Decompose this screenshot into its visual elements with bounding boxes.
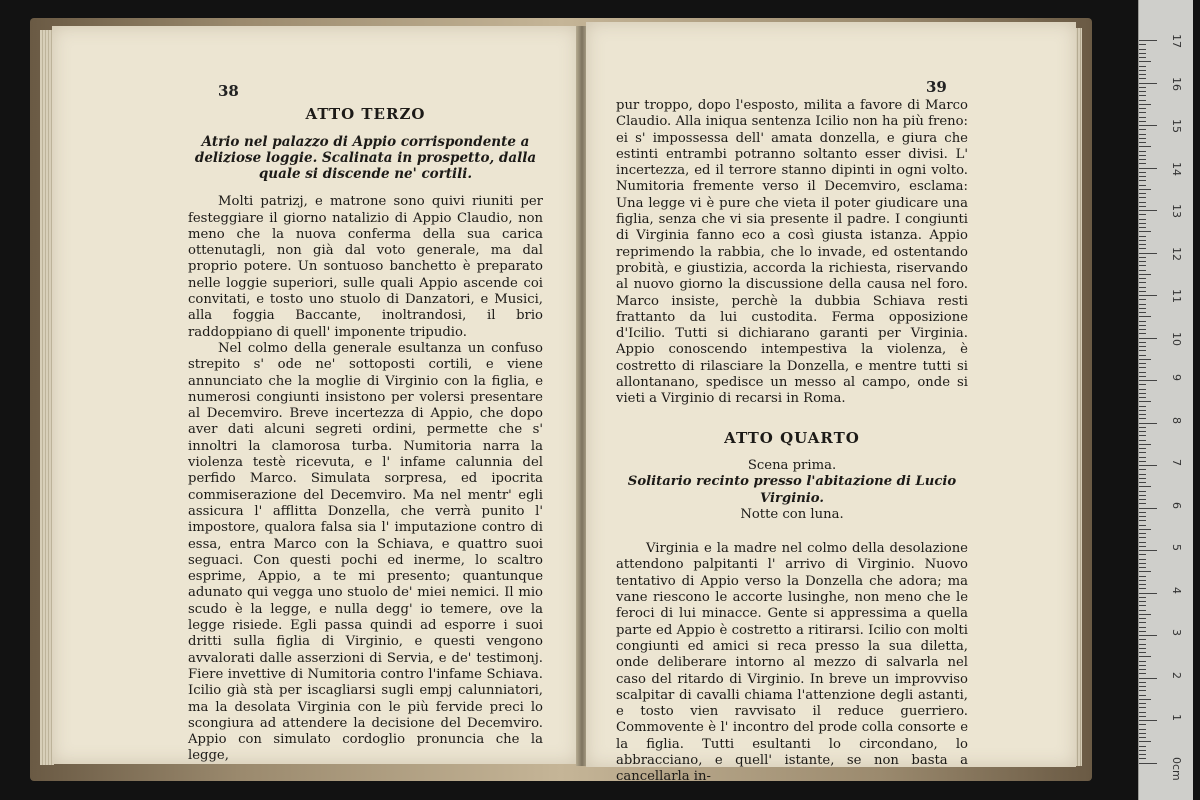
ruler-label: 3 (1170, 629, 1183, 636)
ruler-tick (1139, 576, 1146, 577)
ruler-label: 5 (1170, 544, 1183, 551)
ruler-tick (1139, 338, 1157, 339)
ruler-tick (1139, 142, 1146, 143)
ruler-tick (1139, 495, 1146, 496)
ruler-label: 13 (1170, 204, 1183, 218)
ruler-tick (1139, 754, 1146, 755)
ruler-tick (1139, 287, 1146, 288)
ruler-tick (1139, 108, 1146, 109)
ruler-tick (1139, 593, 1157, 594)
ruler-tick (1139, 423, 1157, 424)
ruler-tick (1139, 712, 1146, 713)
ruler-tick (1139, 206, 1146, 207)
ruler-tick (1139, 248, 1146, 249)
ruler-tick (1139, 508, 1157, 509)
ruler-tick (1139, 253, 1157, 254)
act-heading-terzo: ATTO TERZO (305, 105, 426, 123)
ruler-tick (1139, 231, 1151, 232)
act-heading-quarto: ATTO QUARTO (724, 428, 860, 447)
measurement-ruler (1138, 0, 1193, 800)
ruler-tick (1139, 669, 1146, 670)
ruler-tick (1139, 49, 1146, 50)
ruler-tick (1139, 121, 1146, 122)
ruler-tick (1139, 520, 1146, 521)
ruler-tick (1139, 236, 1146, 237)
ruler-tick (1139, 189, 1151, 190)
ruler-tick (1139, 546, 1146, 547)
ruler-tick (1139, 406, 1146, 407)
ruler-tick (1139, 125, 1157, 126)
ruler-tick (1139, 652, 1146, 653)
ruler-tick (1139, 350, 1146, 351)
ruler-tick (1139, 461, 1146, 462)
ruler-label: 6 (1170, 501, 1183, 509)
ruler-tick (1139, 716, 1146, 717)
ruler-label: 12 (1170, 246, 1183, 261)
ruler-label: 8 (1170, 416, 1183, 424)
ruler-tick (1139, 474, 1146, 475)
ruler-label: 16 (1170, 76, 1183, 91)
ruler-tick (1139, 282, 1146, 283)
ruler-tick (1139, 673, 1146, 674)
ruler-label: 2 (1170, 671, 1183, 679)
ruler-tick (1139, 512, 1146, 513)
ruler-tick (1139, 431, 1146, 432)
ruler-tick (1139, 304, 1146, 305)
ruler-tick (1139, 729, 1146, 730)
ruler-tick (1139, 151, 1146, 152)
ruler-tick (1139, 661, 1146, 662)
ruler-tick (1139, 270, 1146, 271)
ruler-tick (1139, 265, 1146, 266)
ruler-tick (1139, 372, 1146, 373)
ruler-tick (1139, 503, 1146, 504)
ruler-tick (1139, 329, 1146, 330)
ruler-tick (1139, 639, 1146, 640)
ruler-tick (1139, 355, 1146, 356)
scene-title: Scena prima. (747, 457, 837, 473)
ruler-tick (1139, 57, 1146, 58)
ruler-tick (1139, 240, 1146, 241)
ruler-tick (1139, 295, 1157, 296)
ruler-tick (1139, 580, 1146, 581)
ruler-tick (1139, 219, 1146, 220)
ruler-tick (1139, 427, 1146, 428)
ruler-tick (1139, 435, 1146, 436)
ruler-tick (1139, 40, 1157, 41)
ruler-tick (1139, 74, 1146, 75)
ruler-tick (1139, 444, 1151, 445)
ruler-tick (1139, 733, 1146, 734)
ruler-tick (1139, 376, 1146, 377)
act-setting-terzo: Atrio nel palazzo di Appio corrispondente a deliziose loggie. Scalinata in prospetto, dalla quale si discende ne' cortili. (194, 134, 537, 183)
ruler-tick (1139, 750, 1146, 751)
ruler-tick (1139, 440, 1146, 441)
ruler-tick (1139, 465, 1157, 466)
ruler-tick (1139, 223, 1146, 224)
ruler-tick (1139, 78, 1146, 79)
ruler-tick (1139, 274, 1151, 275)
ruler-tick (1139, 291, 1146, 292)
ruler-tick (1139, 100, 1146, 101)
ruler-tick (1139, 665, 1146, 666)
ruler-tick (1139, 185, 1146, 186)
ruler-tick (1139, 159, 1146, 160)
ruler-label: 11 (1170, 289, 1183, 303)
ruler-tick (1139, 129, 1146, 130)
ruler-tick (1139, 91, 1146, 92)
left-page-number: 38 (218, 82, 239, 100)
ruler-tick (1139, 193, 1146, 194)
ruler-tick (1139, 414, 1146, 415)
ruler-tick (1139, 380, 1157, 381)
ruler-tick (1139, 720, 1157, 721)
ruler-tick (1139, 644, 1146, 645)
ruler-tick (1139, 763, 1157, 764)
ruler-tick (1139, 308, 1146, 309)
ruler-ticks (1139, 0, 1193, 800)
ruler-tick (1139, 631, 1146, 632)
ruler-tick (1139, 635, 1157, 636)
ruler-label: 17 (1170, 34, 1183, 48)
ruler-tick (1139, 393, 1146, 394)
ruler-tick (1139, 257, 1146, 258)
ruler-tick (1139, 104, 1151, 105)
ruler-tick (1139, 227, 1146, 228)
ruler-tick (1139, 482, 1146, 483)
ruler-tick (1139, 533, 1146, 534)
ruler-tick (1139, 469, 1146, 470)
ruler-tick (1139, 588, 1146, 589)
ruler-tick (1139, 138, 1146, 139)
paragraph-right-top: pur troppo, dopo l'esposto, milita a favore di Marco Claudio. Alla iniqua sentenza Icilio non ha più freno: ei s' impossessa dell' amata donzella, e giura che estinti entrambi potranno soltanto esser divisi. L' incertezza, ed il terrore stanno dipinti in ogni volto. Numitoria fremente verso il Decemviro, esclama: Una legge vi è pure che vieta il poter giudicare una figlia, senza che vi sia presente il padre. I congiunti di Virginia fanno eco a così giusta istanza. Appio reprimendo la rabbia, che lo invade, ed ostentando probità, e giustizia, accorda la richiesta, riservando al nuovo giorno la discussione della causa nel foro. Marco insiste, perchè la dubbia Schiava resti frattanto da lui custodita. Ferma opposizione d'Icilio. Tutti si dichiarano garanti per Virginia. Appio conoscendo intempestiva la violenza, è costretto di rilasciare la Donzella, e mentre tutti si allontanano, spedisce un messo al campo, onde si vieti a Virginio di recarsi in Roma. (616, 98, 968, 407)
ruler-tick (1139, 529, 1151, 530)
ruler-tick (1139, 656, 1151, 657)
ruler-label: 10 (1170, 331, 1183, 346)
ruler-tick (1139, 614, 1151, 615)
ruler-tick (1139, 550, 1157, 551)
ruler-tick (1139, 87, 1146, 88)
ruler-tick (1139, 367, 1146, 368)
ruler-tick (1139, 678, 1157, 679)
ruler-tick (1139, 401, 1151, 402)
ruler-tick (1139, 695, 1146, 696)
ruler-tick (1139, 278, 1146, 279)
ruler-tick (1139, 571, 1151, 572)
ruler-tick (1139, 117, 1146, 118)
scene-time: Notte con luna. (740, 506, 844, 522)
ruler-tick (1139, 486, 1151, 487)
ruler-tick (1139, 83, 1157, 84)
ruler-tick (1139, 525, 1146, 526)
ruler-tick (1139, 359, 1151, 360)
ruler-tick (1139, 418, 1146, 419)
scene-setting: Solitario recinto presso l'abitazione di Lucio Virginio. (627, 474, 957, 506)
ruler-tick (1139, 346, 1146, 347)
ruler-label: 15 (1170, 119, 1183, 133)
ruler-label: 4 (1170, 586, 1183, 594)
ruler-label: 0cm (1170, 756, 1183, 781)
ruler-tick (1139, 397, 1146, 398)
ruler-tick (1139, 618, 1146, 619)
ruler-tick (1139, 172, 1146, 173)
ruler-tick (1139, 597, 1146, 598)
ruler-tick (1139, 210, 1157, 211)
ruler-tick (1139, 648, 1146, 649)
left-page-text (188, 102, 543, 765)
ruler-tick (1139, 44, 1146, 45)
ruler-tick (1139, 333, 1146, 334)
ruler-tick (1139, 180, 1146, 181)
ruler-tick (1139, 478, 1146, 479)
ruler-tick (1139, 214, 1146, 215)
ruler-tick (1139, 53, 1146, 54)
ruler-tick (1139, 690, 1146, 691)
ruler-tick (1139, 499, 1146, 500)
ruler-tick (1139, 299, 1146, 300)
ruler-tick (1139, 261, 1146, 262)
ruler-tick (1139, 567, 1146, 568)
ruler-tick (1139, 112, 1146, 113)
ruler-tick (1139, 601, 1146, 602)
ruler-tick (1139, 363, 1146, 364)
ruler-tick (1139, 176, 1146, 177)
ruler-tick (1139, 610, 1146, 611)
ruler-tick (1139, 168, 1157, 169)
ruler-tick (1139, 316, 1151, 317)
ruler-tick (1139, 448, 1146, 449)
ruler-tick (1139, 563, 1146, 564)
ruler-tick (1139, 746, 1146, 747)
ruler-tick (1139, 244, 1146, 245)
ruler-tick (1139, 491, 1146, 492)
ruler-tick (1139, 516, 1146, 517)
ruler-tick (1139, 325, 1146, 326)
ruler-tick (1139, 155, 1146, 156)
ruler-tick (1139, 537, 1146, 538)
ruler-tick (1139, 342, 1146, 343)
ruler-tick (1139, 202, 1146, 203)
ruler-tick (1139, 70, 1146, 71)
paragraph-left-1: Molti patrizj, e matrone sono quivi riuniti per festeggiare il giorno natalizio di Appio Claudio, non meno che la nuova conferma della sua carica ottenutagli, non già dal voto generale, ma dal proprio potere. Un sontuoso banchetto è preparato nelle loggie superiori, sulle quali Appio ascende coi convitati, e tosto uno stuolo di Danzatori, e Musici, alla foggia Baccante, inoltrandosi, il brio raddoppiano di quell' imponente tripudio. (188, 194, 543, 340)
ruler-tick (1139, 627, 1146, 628)
ruler-tick (1139, 542, 1146, 543)
ruler-tick (1139, 584, 1146, 585)
paragraph-left-2: Nel colmo della generale esultanza un confuso strepito s' ode ne' sottoposti cortili, e viene annunciato che la moglie di Virginio con la figlia, e numerosi congiunti insistono per volersi presentare al Decemviro. Breve incertezza di Appio, che dopo aver dati alcuni segreti ordini, permette che s' innoltri la clamorosa turba. Numitoria narra la violenza testè ricevuta, e l' infame calunnia del perfido Marco. Simulata sorpresa, ed ipocrita commiserazione del Decemviro. Ma nel mentr' egli assicura l' afflitta Donzella, che verrà punito l' impostore, qualora falsa sia l' imputazione contro di essa, entra Marco con la Schiava, e quattro suoi seguaci. Con questi pochi ed inerme, lo scaltro esprime, Appio, a te mi presento; quantunque adunato qui vegga uno stuolo de' miei nemici. Il mio scudo è la legge, e nulla degg' io temere, ove la legge risiede. Egli passa quindi ad esporre i suoi dritti sulla figlia di Virginio, e questi vengono avvalorati dalle asserzioni di Servia, e de' testimonj. Fiere invettive di Numitoria contro l'infame Schiava. Icilio già stà per iscagliarsi sugli empj calunniatori, ma la desolata Virginia con le più fervide preci lo scongiura ad attendere la decisione del Decemviro. Appio con simulato cordoglio pronuncia che la legge, (188, 340, 543, 764)
ruler-tick (1139, 457, 1146, 458)
ruler-tick (1139, 61, 1151, 62)
ruler-tick (1139, 703, 1146, 704)
ruler-label: 14 (1170, 161, 1183, 176)
ruler-tick (1139, 66, 1146, 67)
ruler-tick (1139, 410, 1146, 411)
ruler-tick (1139, 163, 1146, 164)
ruler-tick (1139, 146, 1151, 147)
ruler-label: 9 (1170, 374, 1183, 381)
ruler-tick (1139, 321, 1146, 322)
right-page-text (616, 98, 968, 786)
ruler-tick (1139, 312, 1146, 313)
ruler-tick (1139, 389, 1146, 390)
ruler-tick (1139, 699, 1151, 700)
ruler-label: 7 (1170, 459, 1183, 466)
ruler-tick (1139, 384, 1146, 385)
ruler-tick (1139, 741, 1151, 742)
ruler-tick (1139, 605, 1146, 606)
ruler-tick (1139, 95, 1146, 96)
ruler-tick (1139, 622, 1146, 623)
ruler-tick (1139, 758, 1146, 759)
ruler-tick (1139, 452, 1146, 453)
right-page-number: 39 (926, 78, 947, 96)
paragraph-right-bottom: Virginia e la madre nel colmo della desolazione attendono palpitanti l' arrivo di Virginio. Nuovo tentativo di Appio verso la Donzella che adora; ma vane riescono le accorte lusinghe, non meno che le feroci di lui minacce. Gente si appressima a quella parte ed Appio è costretto a ritirarsi. Icilio con molti congiunti ed amici si reca presso la sua diletta, onde deliberare intorno al mezzo di salvarla nel caso del ritardo di Virginio. In breve un improvviso scalpitar di cavalli chiama l'attenzione degli astanti, e tosto vien ravvisato il reduce guerriero. Commovente è l' incontro del prode colla consorte e la figlia. Tutti esultanti lo circondano, lo abbracciano, e quell' istante, se non basta a cancellarla in- (616, 541, 968, 785)
ruler-tick (1139, 682, 1146, 683)
ruler-tick (1139, 724, 1146, 725)
ruler-tick (1139, 737, 1146, 738)
ruler-tick (1139, 554, 1146, 555)
ruler-tick (1139, 197, 1146, 198)
ruler-tick (1139, 686, 1146, 687)
ruler-tick (1139, 559, 1146, 560)
ruler-tick (1139, 707, 1146, 708)
ruler-label: 1 (1170, 714, 1183, 721)
ruler-tick (1139, 134, 1146, 135)
